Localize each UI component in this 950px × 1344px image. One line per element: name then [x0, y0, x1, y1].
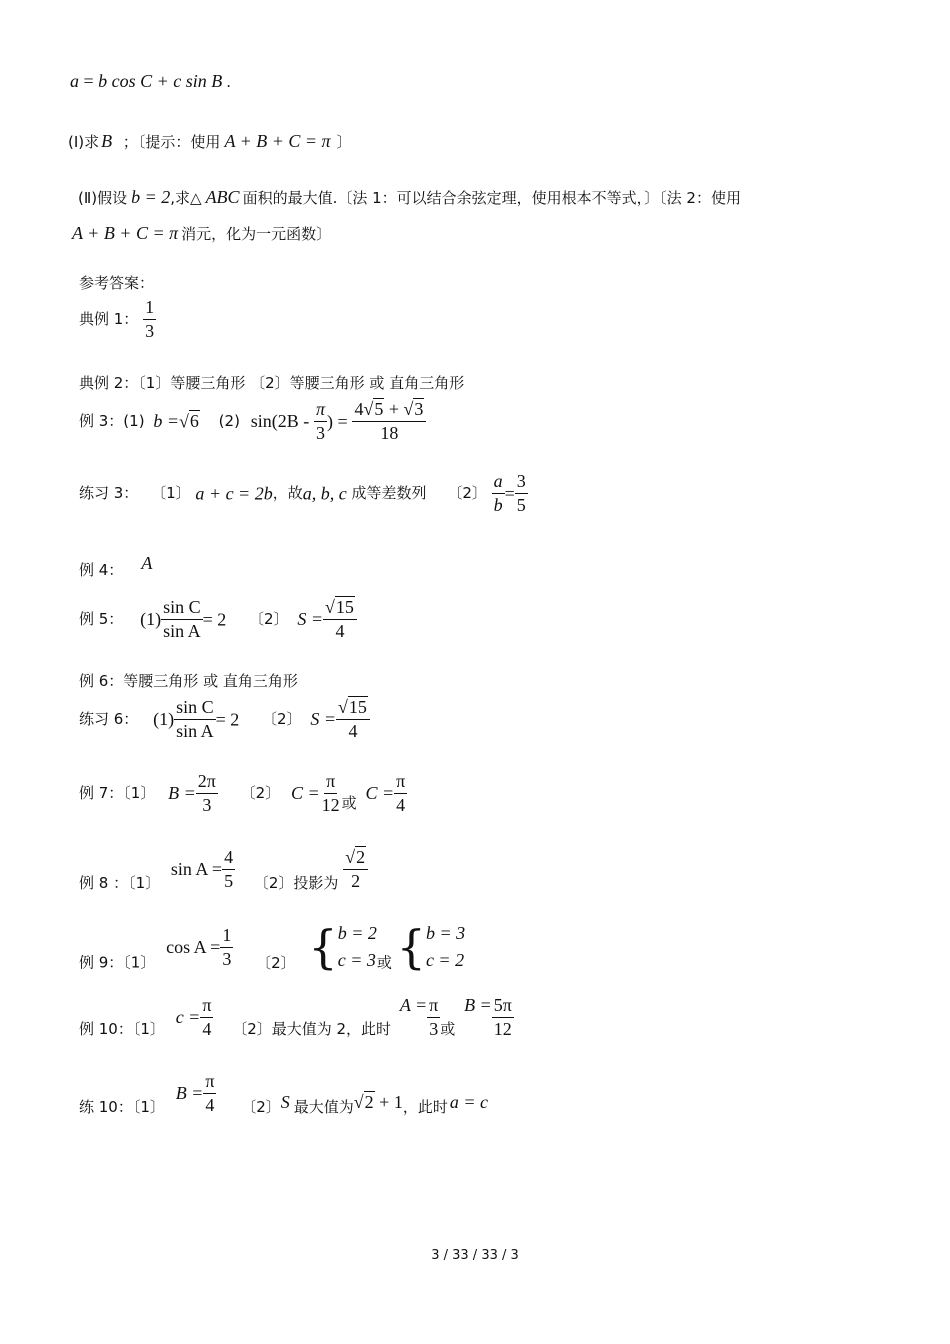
practice-6: 练习 6： (1) $\frac{\text{sin C}}{\text{sin A}}$ = 2 〔2〕 S = $\frac{√15}{4}$: [79, 698, 370, 741]
example-10: 例 10：〔1〕 c = $\frac{\pi}{4}$ 〔2〕最大值为 2，此时 A = $\frac{\pi}{3}$ 或 B = $\frac{5\pi}{12}$: [79, 995, 512, 1039]
example-9: 例 9：〔1〕 cos A = $\frac{1}{3}$ 〔2〕 { b = 2 c = 3 或 { b = 3 c = 2: [79, 920, 466, 974]
problem-part-2-cont: A + B + C = π 消元，化为一元函数〕: [72, 223, 332, 243]
example-2: 典例 2：〔1〕等腰三角形 〔2〕等腰三角形 或 直角三角形: [79, 374, 465, 392]
continued-equation: a = b cos C + c sin B .: [70, 71, 232, 91]
answers-heading: 参考答案：: [79, 274, 155, 292]
problem-part-2: (Ⅱ)假设 b = 2,求△ ABC 面积的最大值.〔法 1：可以结合余弦定理，使用根本不等式，〕〔法 2：使用: [78, 187, 741, 207]
example-7: 例 7：〔1〕 B = $\frac{2\pi}{3}$ 〔2〕 C = $\frac{\pi}{12}$ 或 C = $\frac{\pi}{4}$: [79, 771, 406, 815]
example-4: 例 4： A: [79, 553, 153, 579]
example-8: 例 8 ：〔1〕 sin A = $\frac{4}{5}$ 〔2〕投影为 $\frac{√2}{2}$: [79, 848, 368, 891]
example-3: 例 3：(1) b =√6 (2) sin(2B - $\frac{\pi}{3}$ ) = $\frac{4√5 + √3}{18}$: [79, 400, 426, 443]
practice-10: 练 10：〔1〕 B = $\frac{\pi}{4}$ 〔2〕S 最大值为√2 + 1，此时 a = c: [79, 1071, 488, 1116]
example-5: 例 5： (1) $\frac{\text{sin C}}{\text{sin A}}$ = 2 〔2〕 S = $\frac{√15}{4}$: [79, 598, 357, 641]
problem-part-1: (Ⅰ)求 B ；〔提示：使用 A + B + C = π 〕: [68, 131, 352, 151]
practice-3: 练习 3： 〔1〕 a + c = 2b，故a, b, c 成等差数列 〔2〕 $\frac{a}{b}$ = $\frac{3}{5}$: [79, 471, 526, 515]
page-number: 3 / 33 / 33 / 3: [431, 1248, 519, 1263]
example-6: 例 6：等腰三角形 或 直角三角形: [79, 672, 298, 690]
example-1: 典例 1： $\frac{1}{3}$: [79, 297, 155, 341]
fraction: $\frac{1}{3}$: [145, 297, 155, 341]
